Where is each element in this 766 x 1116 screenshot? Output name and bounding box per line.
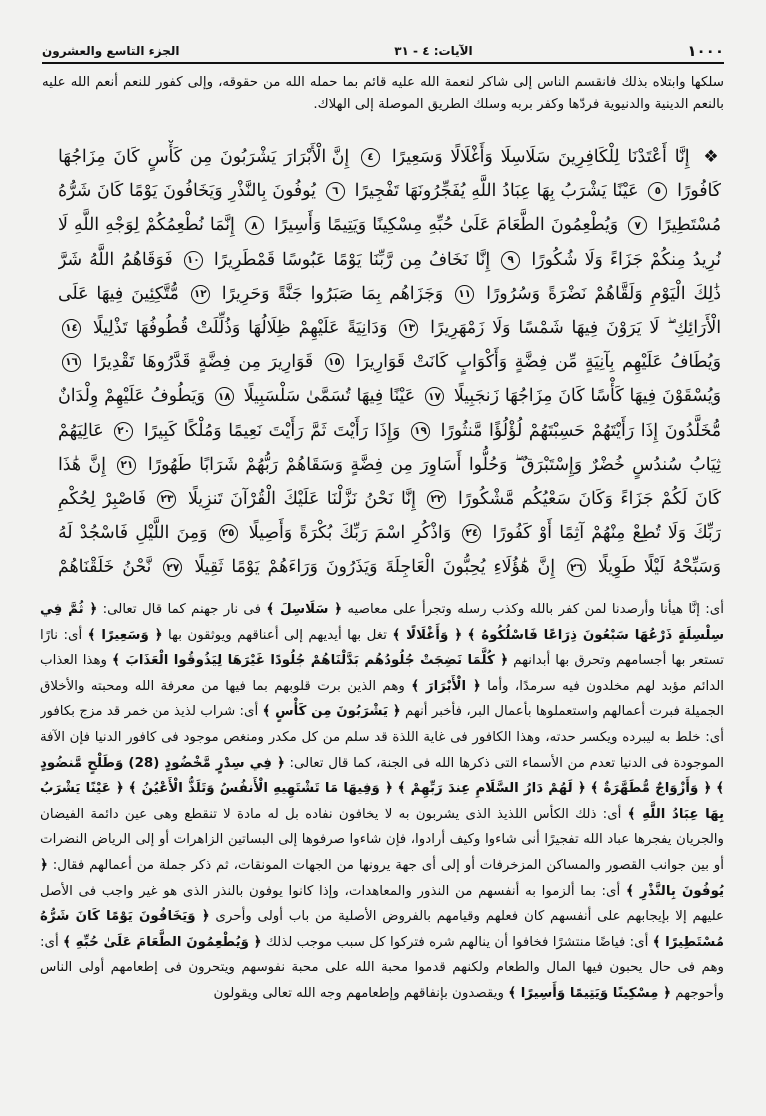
commentary-text: وهذا العذاب الدائم مؤبد لهم مخلدون فيه سرمدًا، وأما xyxy=(40,653,724,694)
verse-text: إِنَّ هَٰذَا كَانَ لَكُمْ جَزَاءً وَكَانَ سَعْيُكُم مَّشْكُورًا xyxy=(58,454,721,510)
verse-number-marker: ٦ xyxy=(326,182,345,201)
commentary-text: تغل بها أيديهم إلى أعناقهم ويوثقون بها xyxy=(162,627,393,643)
verse-text: وَجَزَاهُم بِمَا صَبَرُوا جَنَّةً وَحَرِيرًا xyxy=(221,283,444,304)
verse-number-marker: ١١ xyxy=(455,285,474,304)
verse-number-marker: ٢١ xyxy=(117,456,136,475)
verse-number-marker: ١٤ xyxy=(62,319,81,338)
verse-text: عَيْنًا فِيهَا تُسَمَّىٰ سَلْسَبِيلًا xyxy=(243,386,416,407)
verse-number-marker: ١٠ xyxy=(184,251,203,270)
tafsir-commentary xyxy=(40,597,724,1107)
commentary-text: فى نار جهنم كما قال تعالى: xyxy=(97,602,267,617)
quran-quote: ﴿ الْأَبْرَارَ ﴾ xyxy=(411,678,481,694)
verse-number-marker: ٢٧ xyxy=(163,558,182,577)
verse-text: وَيُطْعِمُونَ الطَّعَامَ عَلَىٰ حُبِّهِ مِسْكِينًا وَيَتِيمًا وَأَسِيرًا xyxy=(274,215,619,236)
verse-text: عَيْنًا يَشْرَبُ بِهَا عِبَادُ اللَّهِ يُفَجِّرُونَهَا تَفْجِيرًا xyxy=(354,181,639,202)
quran-quote: ﴿ وَأَزْوَاجٌ مُّطَهَّرَةٌ ﴾ xyxy=(590,781,712,797)
commentary-text: أى: شراب لذيذ من خمر قد مزج بكافور أى: خلط به ليبرده ويكسر حدته، وهذا الكافور فى غاية اللذة قد سلم من كل مكدر ومنغص موجود فى كافور الدنيا فإن الآفة الموجودة فى الدنيا تعدم من الأسماء التى ذكرها الله فى الجنة، كما قال تعالى: xyxy=(40,704,724,771)
verse-number-marker: ٢٣ xyxy=(157,490,176,509)
verse-text: فَاصْبِرْ لِحُكْمِ رَبِّكَ وَلَا تُطِعْ مِنْهُمْ آثِمًا أَوْ كَفُورًا xyxy=(58,489,721,544)
verse-text: وَدَانِيَةً عَلَيْهِمْ ظِلَالُهَا وَذُلِّلَتْ قُطُوفُهَا تَذْلِيلًا xyxy=(92,318,388,339)
verse-text: نَّحْنُ خَلَقْنَاهُمْ xyxy=(58,557,152,578)
verse-text: عَالِيَهُمْ ثِيَابُ سُندُسٍ خُضْرٌ وَإِسْتَبْرَقٌ ۖ وَحُلُّوا أَسَاوِرَ مِن فِضَّةٍ وَسَقَاهُمْ رَبُّهُمْ شَرَابًا طَهُورًا xyxy=(58,420,721,475)
quran-quote: ﴿ وَسَعِيرًا ﴾ xyxy=(87,627,163,643)
part-title: الجزء التاسع والعشرون xyxy=(42,44,180,58)
page-number: ١٠٠٠ xyxy=(687,42,724,60)
verse-text: وَإِذَا رَأَيْتَ ثَمَّ رَأَيْتَ نَعِيمًا وَمُلْكًا كَبِيرًا xyxy=(143,420,401,441)
verse-number-marker: ٢٢ xyxy=(427,490,446,509)
verse-number-marker: ٩ xyxy=(501,251,520,270)
quran-quote: ﴿ لَهُمْ دَارُ السَّلَامِ عِندَ رَبِّهِمْ ﴾ xyxy=(397,781,586,797)
quran-quote: ﴿ يُوفُونَ بِالنَّذْرِ ﴾ xyxy=(40,857,724,899)
commentary-text: أى: xyxy=(699,602,724,617)
commentary-text: أى: ذلك الكأس اللذيذ الذى يشربون به لا يخافون نفاده بل له مادة لا تنقطع وهى عين دائمة الفيضان والجريان يفجرها عباد الله تفجيرًا أنى شاءوا وكيف أرادوا، فإن شاءوا صرفوها إلى البساتين الزاهرات أو إلى الرياض النضرات أو بين جوانب القصور والمساكن المزخرفات أو إلى أى جهة يرونها من الجهات المونقات، ثم ذكر جملة من أعمالهم فقال: xyxy=(40,806,724,873)
verse-text: وَيُطَافُ عَلَيْهِم بِآنِيَةٍ مِّن فِضَّةٍ وَأَكْوَابٍ كَانَتْ قَوَارِيرَا xyxy=(355,352,721,373)
verse-number-marker: ١٩ xyxy=(411,422,430,441)
verse-text: فَوَقَاهُمُ اللَّهُ شَرَّ ذَٰلِكَ الْيَوْمِ وَلَقَّاهُمْ نَضْرَةً وَسُرُورًا xyxy=(58,249,721,304)
commentary-text: أى: وهم فى حال يحبون فيها المال والطعام ولكنهم قدموا محبة الله على محبة نفوسهم ويتحرون فى إطعامهم أولى الناس وأحوجهم xyxy=(40,934,724,1001)
quran-quote: ﴿ سَلَاسِلَ ﴾ xyxy=(266,602,343,617)
verse-number-marker: ٢٤ xyxy=(462,524,481,543)
verse-number-marker: ٤ xyxy=(361,148,380,167)
verse-number-marker: ٥ xyxy=(648,182,667,201)
commentary-text: أى: نارًا تستعر بها أجسامهم وتحرق بها أبدانهم xyxy=(40,627,724,669)
verse-number-marker: ٢٥ xyxy=(219,524,238,543)
verse-text: وَيَطُوفُ عَلَيْهِمْ وِلْدَانٌ مُّخَلَّدُونَ إِذَا رَأَيْتَهُمْ حَسِبْتَهُمْ لُؤْلُؤًا مَّنثُورًا xyxy=(58,386,721,441)
verse-number-marker: ١٨ xyxy=(215,387,234,406)
verse-text: إِنَّا نَخَافُ مِن رَّبِّنَا يَوْمًا عَبُوسًا قَمْطَرِيرًا xyxy=(213,249,491,270)
verse-number-marker: ١٥ xyxy=(325,353,344,372)
verse-number-marker: ٢٠ xyxy=(114,422,133,441)
page-header xyxy=(42,40,724,64)
verse-number-marker: ٢٦ xyxy=(567,558,586,577)
verse-text: إِنَّ هَٰؤُلَاءِ يُحِبُّونَ الْعَاجِلَةَ وَيَذَرُونَ وَرَاءَهُمْ يَوْمًا ثَقِيلًا xyxy=(194,557,555,578)
quran-quote: ﴿ يَشْرَبُونَ مِن كَأْسٍ ﴾ xyxy=(262,704,401,720)
verse-text: إِنَّا أَعْتَدْنَا لِلْكَافِرِينَ سَلَاسِلَا وَأَغْلَالًا وَسَعِيرًا xyxy=(391,147,690,167)
verse-text: إِنَّ الْأَبْرَارَ يَشْرَبُونَ مِن كَأْسٍ كَانَ مِزَاجُهَا كَافُورًا xyxy=(58,147,721,202)
intro-paragraph: سلكها وابتلاه بذلك فانقسم الناس إلى شاكر لنعمة الله عليه قائم بما حمله الله من حقوقه، وإلى كفور للنعم أنعم الله عليه بالنعم الدينية والدنيوية فردّها وكفر بربه وسلك الطريق الموصلة إلى الهلاك. xyxy=(42,75,724,112)
ornament-icon: ❖ xyxy=(703,147,721,167)
verse-text: إِنَّا نَحْنُ نَزَّلْنَا عَلَيْكَ الْقُرْآنَ تَنزِيلًا xyxy=(187,489,416,510)
verse-number-marker: ٧ xyxy=(628,216,647,235)
verse-number-marker: ١٧ xyxy=(425,387,444,406)
verse-text: إِنَّمَا نُطْعِمُكُمْ لِوَجْهِ اللَّهِ لَا نُرِيدُ مِنكُمْ جَزَاءً وَلَا شُكُورًا xyxy=(58,215,721,270)
verse-text: وَيُسْقَوْنَ فِيهَا كَأْسًا كَانَ مِزَاجُهَا زَنجَبِيلًا xyxy=(453,386,721,407)
quran-quote: ﴿ وَفِيهَا مَا تَشْتَهِيهِ الْأَنفُسُ وَتَلَذُّ الْأَعْيُنُ ﴾ xyxy=(128,781,393,797)
commentary-text: إنَّا هيأنا وأرصدنا لمن كفر بالله وكذب رسله وتجرأ على معاصيه xyxy=(342,602,700,617)
verse-text: مُّتَّكِئِينَ فِيهَا عَلَى الْأَرَائِكِ ۖ لَا يَرَوْنَ فِيهَا شَمْسًا وَلَا زَمْهَرِيرًا xyxy=(58,283,721,339)
quran-verses-block xyxy=(58,140,721,580)
quran-quote: ﴿ كُلَّمَا نَضِجَتْ جُلُودُهُم بَدَّلْنَاهُمْ جُلُودًا غَيْرَهَا لِيَذُوقُوا الْعَذَابَ ﴾ xyxy=(112,653,509,669)
verse-number-marker: ١٦ xyxy=(62,353,81,372)
quran-quote: ﴿ وَيَخَافُونَ يَوْمًا كَانَ شَرُّهُ مُسْتَطِيرًا ﴾ xyxy=(40,909,724,950)
verse-text: يُوفُونَ بِالنَّذْرِ وَيَخَافُونَ يَوْمًا كَانَ شَرُّهُ مُسْتَطِيرًا xyxy=(58,181,721,236)
verse-number-marker: ١٣ xyxy=(399,319,418,338)
quran-quote: ﴿ وَيُطْعِمُونَ الطَّعَامَ عَلَىٰ حُبِّهِ ﴾ xyxy=(63,934,262,950)
commentary-text: أى: بما ألزموا به أنفسهم من النذور والمعاهدات، وإذا كانوا يوفون بالنذر الذى هو غير واجب فى الأصل عليهم إلا بإيجابهم على أنفسهم كان فعلهم وقيامهم بالفروض الأصلية من باب أولى وأحرى xyxy=(40,883,724,925)
quran-quote: ﴿ ثُمَّ فِي سِلْسِلَةٍ ذَرْعُهَا سَبْعُونَ ذِرَاعًا فَاسْلُكُوهُ ﴾ xyxy=(40,602,724,643)
commentary-text: وهم الذين برت قلوبهم بما فيها من معرفة الله ومحبته والأخلاق الجميلة فبرت أعمالهم واستعملوها بأعمال البر، فأخبر أنهم xyxy=(40,678,724,720)
verse-number-marker: ١٢ xyxy=(191,285,210,304)
commentary-text: أى: فياضًا منتشرًا فخافوا أن ينالهم شره فتركوا كل سبب موجب لذلك xyxy=(261,934,653,950)
verse-text: قَوَارِيرَ مِن فِضَّةٍ قَدَّرُوهَا تَقْدِيرًا xyxy=(92,352,314,373)
verse-text: وَاذْكُرِ اسْمَ رَبِّكَ بُكْرَةً وَأَصِيلًا xyxy=(248,523,452,544)
quran-quote: ﴿ مِسْكِينًا وَيَتِيمًا وَأَسِيرًا ﴾ xyxy=(508,985,671,1001)
quran-quote: ﴿ عَيْنًا يَشْرَبُ بِهَا عِبَادُ اللَّهِ ﴾ xyxy=(40,781,724,822)
verses-range: الآيات: ٤ - ٣١ xyxy=(394,44,473,58)
verse-text: وَمِنَ اللَّيْلِ فَاسْجُدْ لَهُ وَسَبِّحْهُ لَيْلًا طَوِيلًا xyxy=(58,523,721,578)
verse-number-marker: ٨ xyxy=(245,216,264,235)
quran-quote: ﴿ فِي سِدْرٍ مَّخْضُودٍ (28) وَطَلْحٍ مَّنضُودٍ ﴾ xyxy=(40,755,724,797)
quran-quote: ﴿ وَأَغْلَالًا ﴾ xyxy=(392,627,463,643)
commentary-text: ويقصدون بإنفاقهم وإطعامهم وجه الله تعالى ويقولون xyxy=(213,985,509,1001)
